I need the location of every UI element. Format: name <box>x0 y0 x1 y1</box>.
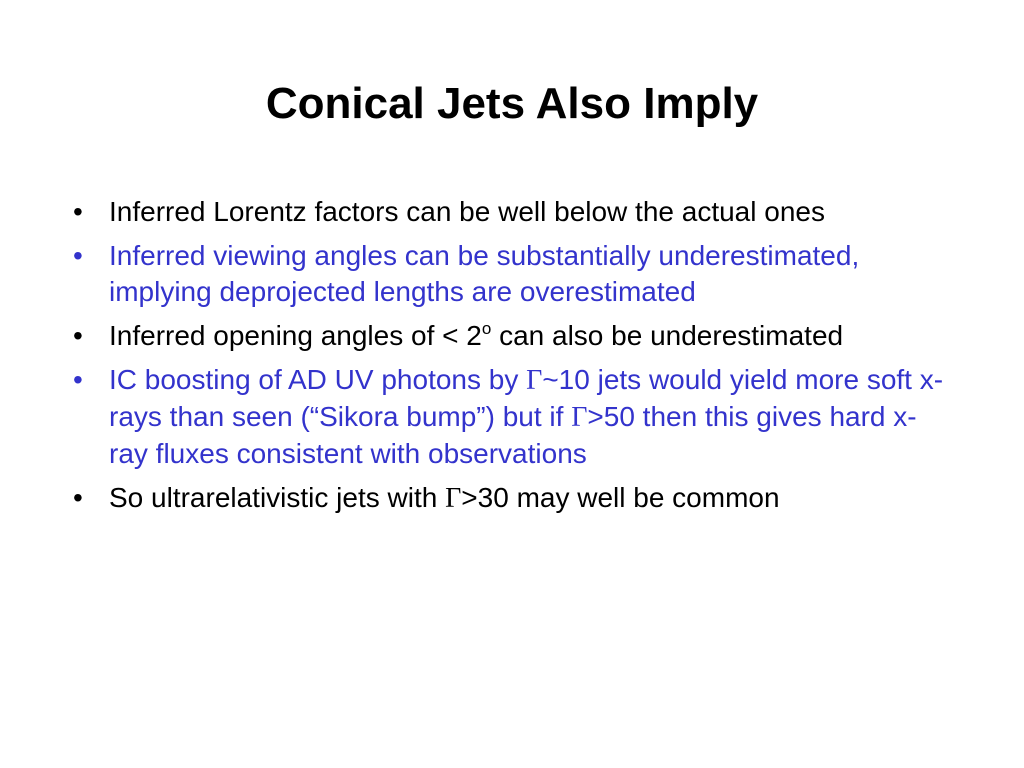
bullet-list <box>70 194 950 525</box>
bullet-text-1: Inferred Lorentz factors can be well below the actual ones <box>109 196 825 227</box>
bullet-item-3 <box>70 318 950 354</box>
bullet-item-4 <box>70 362 950 472</box>
bullet-text-5-part2: >30 may well be common <box>461 482 780 513</box>
degree-superscript: o <box>481 319 492 338</box>
gamma-symbol: Γ <box>571 402 588 433</box>
bullet-text-5-part1: So ultrarelativistic jets with <box>109 482 446 513</box>
bullet-text-5 <box>109 480 950 517</box>
bullet-icon: • <box>73 240 83 271</box>
bullet-text-4 <box>109 362 950 472</box>
bullet-item-2 <box>70 238 950 310</box>
bullet-icon: • <box>73 320 83 351</box>
bullet-item-1 <box>70 194 950 230</box>
bullet-icon: • <box>73 482 83 513</box>
bullet-text-4-part2: ~10 jets would yield more soft x-rays than seen (“Sikora bump”) but if <box>109 364 944 432</box>
bullet-text-3-after: can also be underestimated <box>491 320 844 351</box>
bullet-text-3 <box>109 318 950 354</box>
bullet-item-5 <box>70 480 950 517</box>
slide-title: Conical Jets Also Imply <box>265 79 759 128</box>
bullet-icon: • <box>73 196 83 227</box>
bullet-icon: • <box>73 364 83 395</box>
bullet-text-3-before: Inferred opening angles of < 2 <box>109 320 482 351</box>
gamma-symbol: Γ <box>445 483 462 514</box>
bullet-text-4-part1: IC boosting of AD UV photons by <box>109 364 527 395</box>
bullet-text-2: Inferred viewing angles can be substantially underestimated, implying deprojected lengths are overestimated <box>109 240 860 307</box>
gamma-symbol: Γ <box>526 365 543 396</box>
bullet-text-4-part3: >50 then this gives hard x-ray fluxes consistent with observations <box>109 401 917 469</box>
